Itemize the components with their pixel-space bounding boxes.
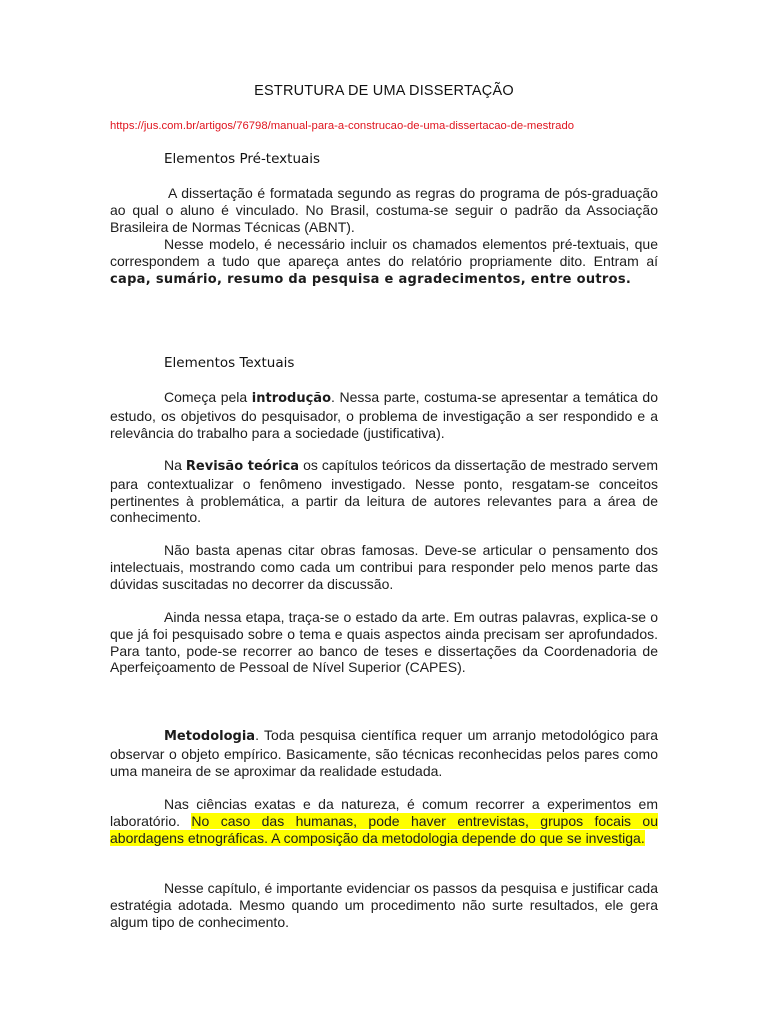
paragraph-text: os capítulos teóricos da dissertação de mestrado servem para contextualizar o fenômeno investigado. Nesse ponto, resgatam-se conceitos pertinentes à problemática, a partir da leitura de autores relevantes para a área de conhecimento. bbox=[110, 457, 658, 526]
source-link[interactable]: https://jus.com.br/artigos/76798/manual-para-a-construcao-de-uma-dissertacao-de-mestrado bbox=[110, 120, 575, 132]
paragraph-text: Começa pela bbox=[164, 389, 252, 405]
paragraph-pretextual-1 bbox=[110, 185, 658, 235]
bold-text: Metodologia bbox=[164, 729, 256, 744]
document-title: ESTRUTURA DE UMA DISSERTAÇÃO bbox=[254, 83, 514, 99]
paragraph-revisao-teorica bbox=[110, 457, 658, 526]
paragraph-text: Ainda nessa etapa, traça-se o estado da arte. Em outras palavras, explica-se o que já foi pesquisado sobre o tema e quais aspectos ainda precisam ser aprofundados. Para tanto, pode-se recorrer ao banco de teses e dissertações da Coordenadoria de Aperfeiçoamento de Pessoal de Nível Superior (CAPES). bbox=[110, 609, 658, 676]
paragraph-text: . Nessa parte, costuma-se apresentar a temática do estudo, os objetivos do pesquisador, o problema de investigação a ser respondido e a relevância do trabalho para a sociedade (justificativa). bbox=[110, 389, 658, 441]
paragraph-ciencias bbox=[110, 796, 658, 846]
paragraph-text: Nesse capítulo, é importante evidenciar os passos da pesquisa e justificar cada estratégia adotada. Mesmo quando um procedimento não surte resultados, ele gera algum tipo de conhecimento. bbox=[110, 880, 658, 930]
bold-text: introdução bbox=[251, 391, 332, 406]
paragraph-text: Nesse modelo, é necessário incluir os chamados elementos pré-textuais, que correspondem a tudo que apareça antes do relatório propriamente dito. Entram aí bbox=[110, 236, 658, 269]
bold-text: capa, sumário, resumo da pesquisa e agradecimentos, entre outros. bbox=[110, 271, 632, 287]
paragraph-text: Nas ciências exatas e da natureza, é comum recorrer a experimentos em laboratório. bbox=[110, 796, 658, 829]
paragraph-obras bbox=[110, 542, 658, 592]
paragraph-text: A dissertação é formatada segundo as regras do programa de pós-graduação ao qual o aluno é vinculado. No Brasil, costuma-se seguir o padrão da Associação Brasileira de Normas Técnicas (ABNT). bbox=[110, 185, 658, 235]
paragraph-pretextual-2 bbox=[110, 236, 658, 288]
heading-pretextual: Elementos Pré-textuais bbox=[164, 151, 321, 167]
bold-text: Revisão teórica bbox=[185, 459, 300, 474]
paragraph-capitulo bbox=[110, 880, 658, 930]
paragraph-text: . Toda pesquisa científica requer um arranjo metodológico para observar o objeto empírico. Basicamente, são técnicas reconhecidas pelos pares como uma maneira de se aproximar da realidade estudada. bbox=[110, 727, 658, 779]
paragraph-text: Não basta apenas citar obras famosas. Deve-se articular o pensamento dos intelectuais, mostrando como cada um contribui para responder pelo menos parte das dúvidas suscitadas no decorrer da discussão. bbox=[110, 542, 658, 592]
highlighted-text: No caso das humanas, pode haver entrevistas, grupos focais ou abordagens etnográficas. A composição da metodologia depende do que se investiga. bbox=[110, 812, 658, 846]
paragraph-text: Na bbox=[164, 457, 186, 473]
document-page bbox=[110, 0, 658, 1024]
paragraph-metodologia bbox=[110, 727, 658, 779]
heading-textual: Elementos Textuais bbox=[164, 355, 295, 371]
paragraph-estado-da-arte bbox=[110, 609, 658, 676]
paragraph-introducao bbox=[110, 389, 658, 441]
